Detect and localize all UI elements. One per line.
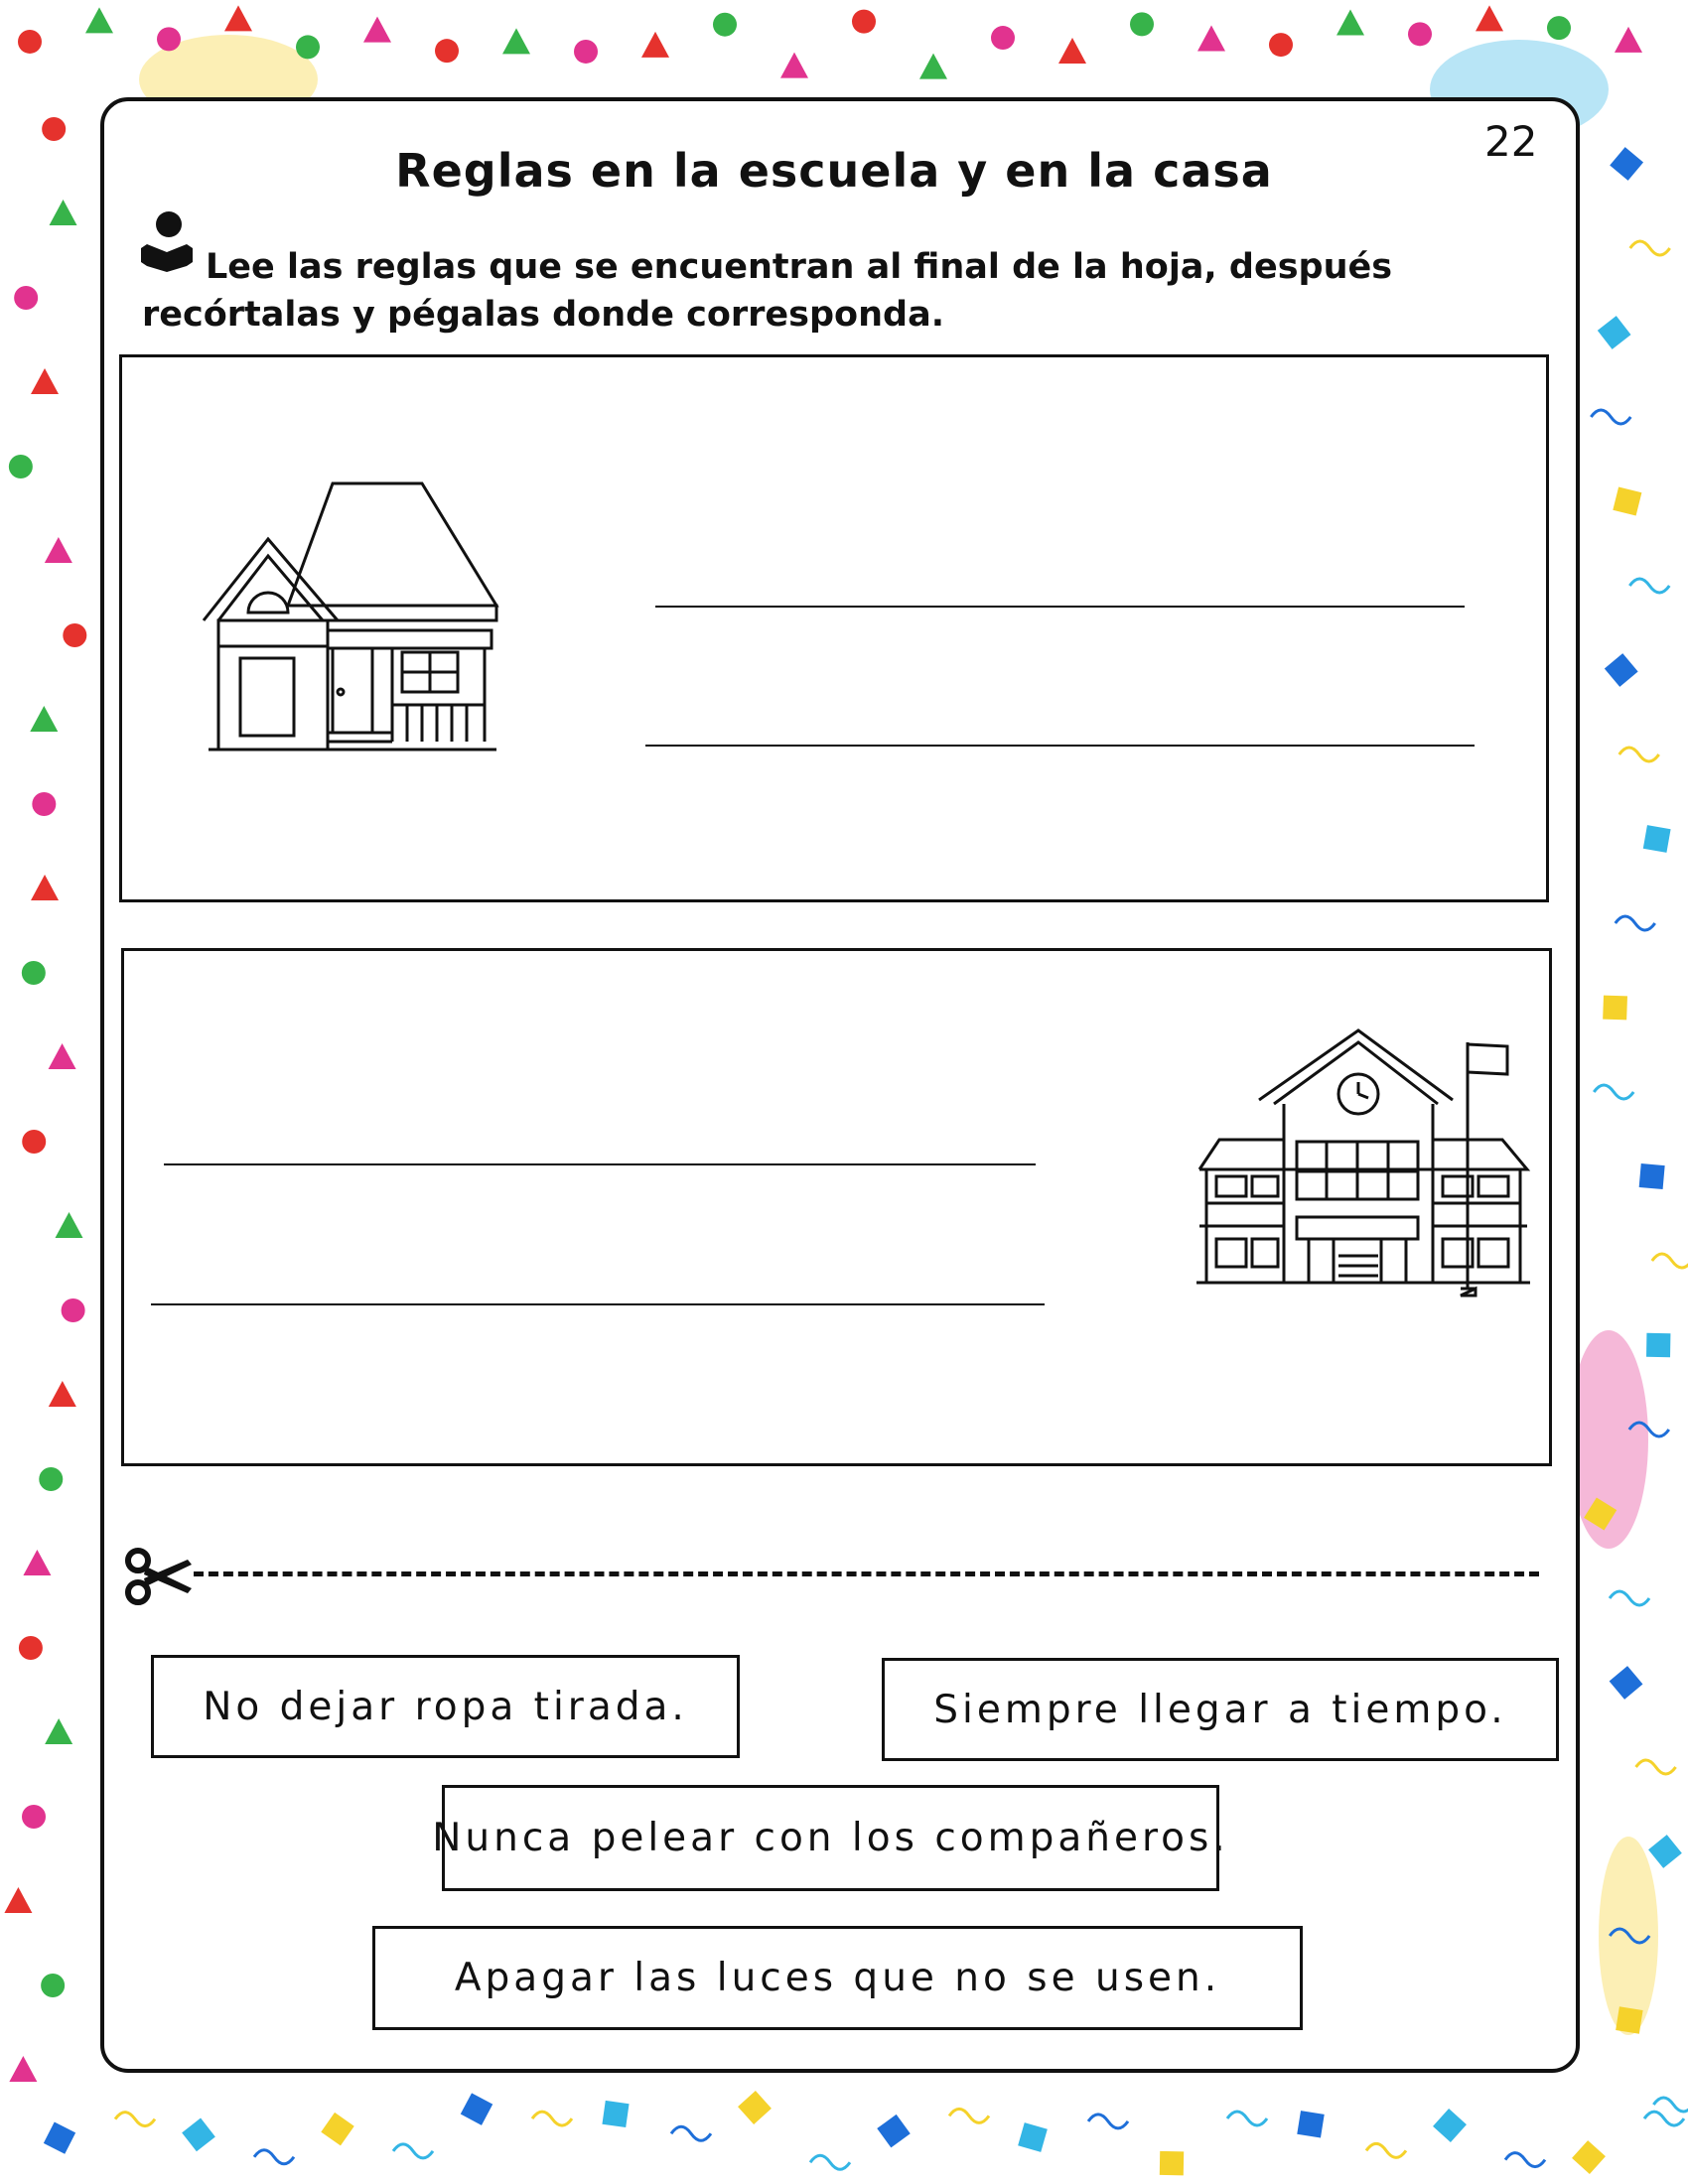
house-answer-line-1[interactable] — [655, 606, 1465, 608]
confetti-piece — [1058, 38, 1086, 64]
page-title: Reglas en la escuela y en la casa — [395, 144, 1273, 198]
confetti-piece — [50, 200, 77, 225]
confetti-piece — [363, 17, 391, 43]
house-icon — [199, 481, 506, 769]
confetti-piece — [1639, 1163, 1665, 1189]
school-icon — [1195, 1023, 1532, 1300]
confetti-piece — [1610, 1666, 1643, 1700]
confetti-piece — [1227, 2112, 1267, 2125]
confetti-piece — [62, 1298, 85, 1322]
confetti-piece — [1366, 2143, 1406, 2157]
confetti-piece — [9, 2056, 37, 2082]
confetti-piece — [1653, 2098, 1688, 2112]
confetti-piece — [1591, 410, 1630, 424]
confetti-piece — [14, 286, 38, 310]
instruction-text: Lee las reglas que se encuentran al final de la hoja, después recórtalas y pégalas donde corresponda. — [142, 247, 1393, 335]
confetti-piece — [1644, 2112, 1684, 2125]
confetti-piece — [49, 1043, 76, 1069]
confetti-piece — [45, 1718, 72, 1744]
confetti-piece — [115, 2113, 155, 2126]
confetti-piece — [296, 35, 320, 59]
confetti-piece — [1636, 1760, 1676, 1774]
confetti-piece — [1476, 5, 1503, 31]
rule-card-on-time[interactable]: Siempre llegar a tiempo. — [882, 1658, 1559, 1761]
confetti-piece — [1598, 316, 1631, 349]
confetti-piece — [461, 2093, 492, 2124]
confetti-piece — [224, 5, 252, 31]
confetti-piece — [1619, 748, 1659, 761]
confetti-piece — [1610, 1591, 1649, 1605]
confetti-piece — [49, 1381, 76, 1407]
confetti-piece — [1605, 653, 1638, 687]
confetti-piece — [182, 2118, 215, 2152]
confetti-piece — [780, 53, 808, 78]
confetti-piece — [1594, 1085, 1633, 1099]
confetti-piece — [1269, 33, 1293, 57]
confetti-piece — [877, 2115, 911, 2148]
confetti-piece — [42, 117, 66, 141]
confetti-piece — [919, 54, 947, 79]
confetti-piece — [321, 2113, 353, 2145]
confetti-piece — [85, 7, 113, 33]
confetti-piece — [22, 961, 46, 985]
confetti-piece — [1610, 147, 1643, 181]
confetti-piece — [1433, 2109, 1467, 2142]
confetti-piece — [574, 40, 598, 64]
confetti-piece — [1130, 12, 1154, 36]
confetti-piece — [22, 1130, 46, 1154]
confetti-piece — [23, 1550, 51, 1575]
confetti-piece — [602, 2101, 629, 2127]
confetti-piece — [31, 368, 59, 394]
confetti-piece — [949, 2109, 989, 2122]
confetti-piece — [1018, 2122, 1048, 2152]
confetti-piece — [393, 2144, 433, 2158]
confetti-piece — [45, 537, 72, 563]
confetti-piece — [157, 27, 181, 51]
confetti-piece — [1603, 996, 1627, 1021]
confetti-piece — [1505, 2153, 1545, 2167]
confetti-piece — [991, 26, 1015, 50]
confetti-piece — [39, 1467, 63, 1491]
confetti-piece — [713, 13, 737, 37]
confetti-piece — [1648, 1835, 1682, 1868]
confetti-piece — [852, 10, 876, 34]
confetti-piece — [1616, 2006, 1642, 2033]
confetti-piece — [4, 1887, 32, 1913]
confetti-piece — [22, 1805, 46, 1829]
cut-dashed-line — [194, 1571, 1539, 1576]
confetti-piece — [1629, 579, 1669, 593]
confetti-piece — [1616, 916, 1655, 930]
confetti-piece — [1547, 16, 1571, 40]
confetti-piece — [1646, 1333, 1670, 1357]
rule-card-no-fighting[interactable]: Nunca pelear con los compañeros. — [442, 1785, 1219, 1891]
confetti-piece — [532, 2112, 572, 2125]
school-answer-line-1[interactable] — [164, 1163, 1036, 1165]
confetti-piece — [810, 2155, 850, 2169]
confetti-piece — [1630, 241, 1670, 255]
confetti-piece — [32, 792, 56, 816]
confetti-piece — [30, 706, 58, 732]
rule-card-lights[interactable]: Apagar las luces que no se usen. — [372, 1926, 1303, 2030]
confetti-piece — [1088, 2115, 1128, 2128]
confetti-piece — [1652, 1254, 1688, 1268]
confetti-piece — [1197, 26, 1225, 52]
confetti-piece — [641, 32, 669, 58]
house-answer-line-2[interactable] — [645, 745, 1475, 747]
confetti-piece — [435, 39, 459, 63]
confetti-piece — [56, 1212, 83, 1238]
confetti-piece — [502, 28, 530, 54]
confetti-piece — [254, 2150, 294, 2164]
confetti-piece — [19, 1636, 43, 1660]
rule-card-clothes[interactable]: No dejar ropa tirada. — [151, 1655, 740, 1758]
confetti-piece — [31, 875, 59, 900]
confetti-piece — [41, 1974, 65, 1997]
confetti-piece — [9, 455, 33, 478]
confetti-piece — [671, 2126, 711, 2140]
confetti-piece — [1643, 825, 1671, 853]
confetti-piece — [63, 623, 86, 647]
confetti-piece — [1615, 27, 1642, 53]
school-answer-line-2[interactable] — [151, 1303, 1045, 1305]
confetti-piece — [44, 2122, 75, 2154]
confetti-piece — [18, 30, 42, 54]
confetti-piece — [1336, 9, 1364, 35]
confetti-piece — [1408, 22, 1432, 46]
confetti-piece — [1613, 486, 1641, 515]
confetti-piece — [1297, 2111, 1324, 2137]
confetti-piece — [1160, 2151, 1184, 2175]
confetti-piece — [738, 2091, 772, 2124]
confetti-piece — [1572, 2140, 1606, 2174]
scissors-icon — [124, 1547, 194, 1606]
page-number: 22 — [1484, 117, 1538, 166]
